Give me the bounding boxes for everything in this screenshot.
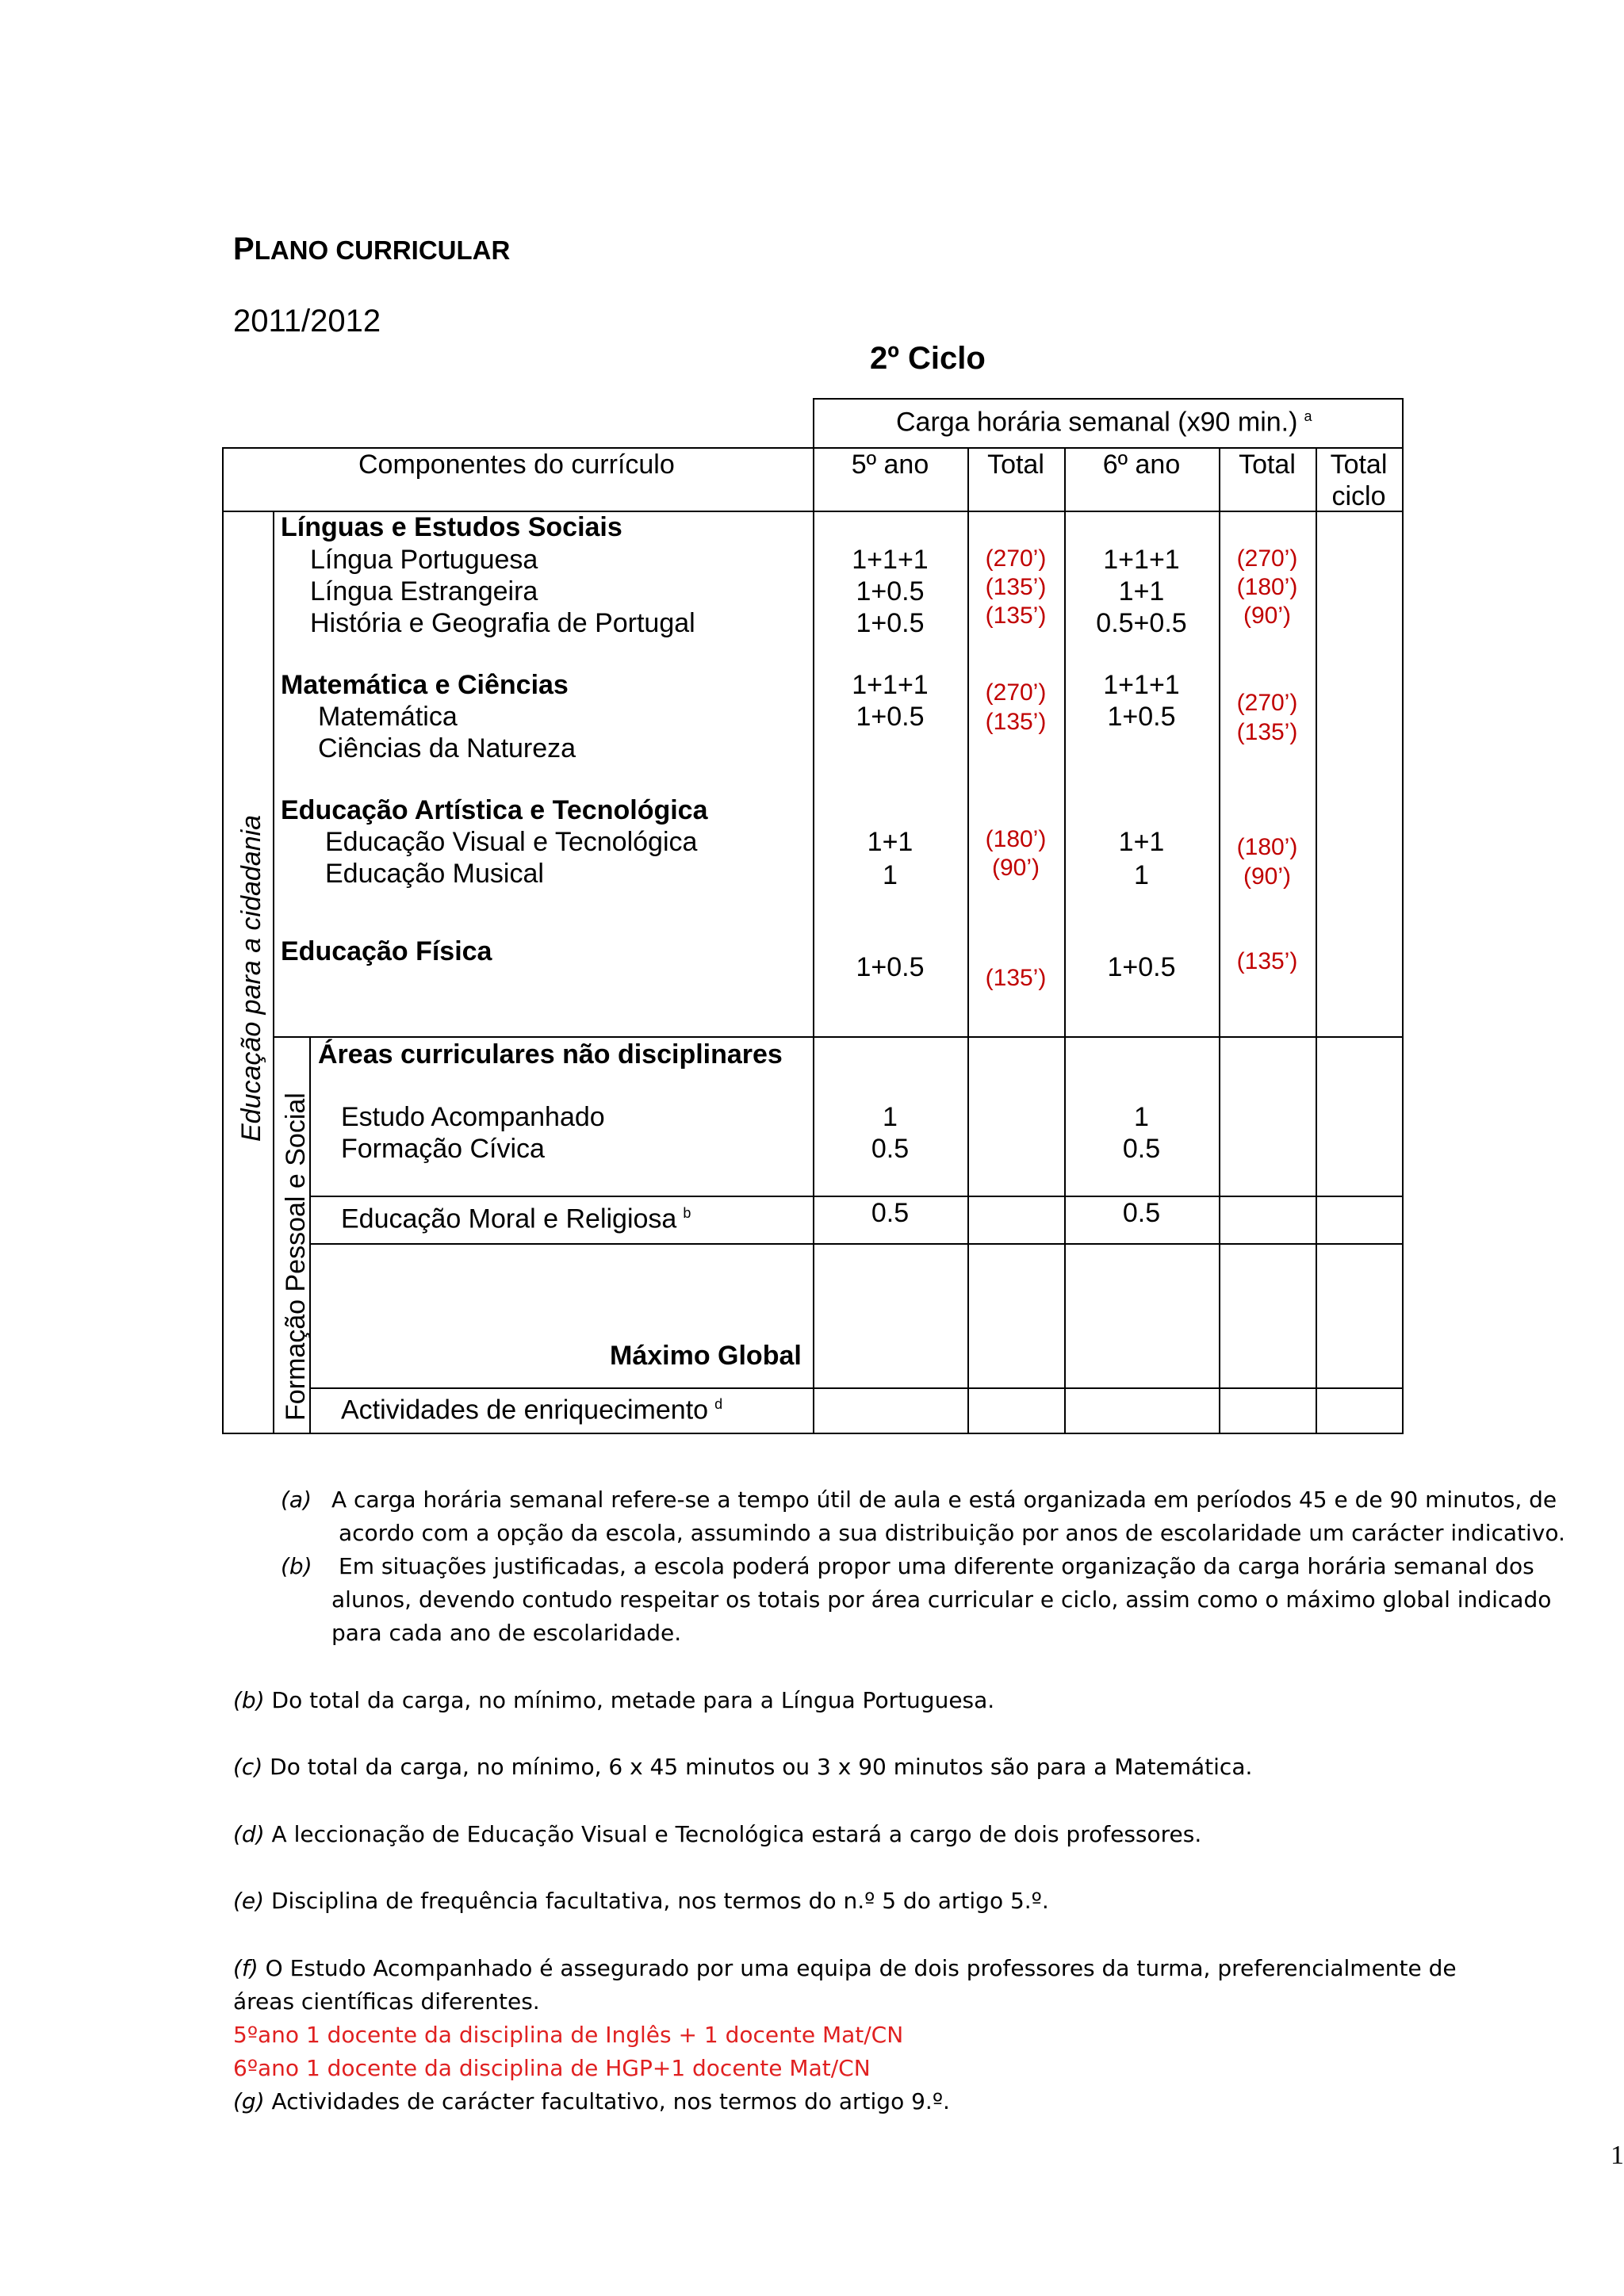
- total-5ano: (135’): [985, 709, 1047, 735]
- total-6ano: (270’): [1236, 690, 1298, 716]
- col-total-5: Total: [987, 450, 1044, 480]
- acnd-title: Áreas curriculares não disciplinares: [318, 1039, 783, 1070]
- table-line: [222, 1433, 1404, 1434]
- note-b2: (b) Do total da carga, no mínimo, metade para a Língua Portuguesa.: [233, 1687, 995, 1713]
- note-a-line: acordo com a opção da escola, assumindo a sua distribuição por anos de escolaridade um carácter indicativo.: [339, 1520, 1565, 1546]
- value-6ano: 1+1+1: [1103, 545, 1180, 575]
- subject-formacao-civica: Formação Cívica: [341, 1134, 545, 1164]
- value-6ano: 0.5+0.5: [1096, 608, 1187, 638]
- note-red-line: 5ºano 1 docente da disciplina de Inglês + 1 docente Mat/CN: [233, 2022, 904, 2048]
- note-red-line: 6ºano 1 docente da disciplina de HGP+1 docente Mat/CN: [233, 2055, 871, 2081]
- value-6ano: 1+0.5: [1107, 952, 1176, 982]
- subject-emr: Educação Moral e Religiosa $^b$: [341, 1203, 691, 1234]
- note-a-line: A carga horária semanal refere-se a tempo útil de aula e está organizada em períodos 45 e de 90 minutos, de: [331, 1487, 1557, 1513]
- value-5ano: 1+0.5: [856, 576, 925, 607]
- total-6ano: (180’): [1236, 574, 1298, 600]
- value-5ano: 1: [883, 1102, 898, 1132]
- value-6ano: 1+1: [1118, 576, 1165, 607]
- note-e: (e) Disciplina de frequência facultativa, nos termos do n.º 5 do artigo 5.º.: [233, 1888, 1049, 1914]
- value-5ano: 1+1+1: [852, 670, 929, 700]
- col-total-ciclo: Total ciclo: [1330, 450, 1388, 511]
- total-6ano: (270’): [1236, 545, 1298, 572]
- value-6ano: 0.5: [1122, 1198, 1161, 1228]
- subject-hgp: História e Geografia de Portugal: [310, 608, 695, 638]
- carga-header: Carga horária semanal (x90 min.) $^a$: [896, 407, 1312, 438]
- subject-estudo-acompanhado: Estudo Acompanhado: [341, 1102, 605, 1132]
- note-f: (f) O Estudo Acompanhado é assegurado por uma equipa de dois professores da turma, preferencialmente de: [233, 1955, 1457, 1981]
- group-title-matematica: Matemática e Ciências: [281, 670, 569, 700]
- subject-lingua-portuguesa: Língua Portuguesa: [310, 545, 538, 575]
- actividades-enriquecimento: Actividades de enriquecimento $^d$: [341, 1395, 723, 1425]
- ciclo-title: 2º Ciclo: [870, 341, 986, 376]
- total-5ano: (270’): [985, 545, 1047, 572]
- subject-musical: Educação Musical: [325, 859, 544, 889]
- value-6ano: 1+0.5: [1107, 702, 1176, 732]
- value-5ano: 1+0.5: [856, 952, 925, 982]
- value-6ano: 1: [1134, 860, 1149, 890]
- note-a-label: (a): [281, 1487, 312, 1513]
- note-g: (g) Actividades de carácter facultativo, nos termos do artigo 9.º.: [233, 2088, 950, 2114]
- table-line: [309, 1243, 1404, 1245]
- table-line: [273, 511, 274, 1433]
- group-title-artistica: Educação Artística e Tecnológica: [281, 795, 708, 825]
- col-total-6: Total: [1239, 450, 1296, 480]
- value-6ano: 0.5: [1122, 1134, 1161, 1164]
- group-title-linguas: Línguas e Estudos Sociais: [281, 512, 622, 542]
- value-5ano: 1+0.5: [856, 702, 925, 732]
- total-6ano: (90’): [1243, 863, 1291, 890]
- value-5ano: 1+0.5: [856, 608, 925, 638]
- table-line: [813, 398, 1404, 400]
- total-5ano: (270’): [985, 679, 1047, 706]
- note-b-line: para cada ano de escolaridade.: [331, 1620, 682, 1646]
- maximo-global: Máximo Global: [610, 1341, 802, 1371]
- value-6ano: 1: [1134, 1102, 1149, 1132]
- note-d: (d) A leccionação de Educação Visual e Tecnológica estará a cargo de dois professores.: [233, 1821, 1202, 1847]
- total-5ano: (90’): [991, 855, 1040, 881]
- value-5ano: 0.5: [871, 1198, 910, 1228]
- total-5ano: (135’): [985, 574, 1047, 600]
- table-line: [273, 1036, 1404, 1038]
- value-5ano: 1: [883, 860, 898, 890]
- total-6ano: (135’): [1236, 948, 1298, 974]
- doc-title: PLANO CURRICULAR: [233, 232, 511, 266]
- school-year: 2011/2012: [233, 304, 381, 339]
- total-5ano: (135’): [985, 965, 1047, 991]
- value-5ano: 0.5: [871, 1134, 910, 1164]
- table-line: [1316, 447, 1317, 1433]
- note-c: (c) Do total da carga, no mínimo, 6 x 45 minutos ou 3 x 90 minutos são para a Matemática.: [233, 1754, 1253, 1780]
- col-6ano: 6º ano: [1102, 450, 1181, 480]
- subject-ciencias: Ciências da Natureza: [318, 733, 576, 763]
- value-6ano: 1+1+1: [1103, 670, 1180, 700]
- note-b-label: (b): [281, 1553, 312, 1579]
- table-line: [222, 447, 224, 1434]
- total-5ano: (180’): [985, 826, 1047, 852]
- col-componentes: Componentes do currículo: [358, 450, 675, 480]
- total-5ano: (135’): [985, 603, 1047, 629]
- subject-matematica: Matemática: [318, 702, 458, 732]
- group-title-fisica: Educação Física: [281, 936, 492, 966]
- value-5ano: 1+1: [867, 827, 914, 857]
- total-6ano: (90’): [1243, 603, 1291, 629]
- note-b-line: Em situações justificadas, a escola poderá propor uma diferente organização da carga horária semanal dos: [339, 1553, 1534, 1579]
- total-6ano: (135’): [1236, 719, 1298, 745]
- subject-lingua-estrangeira: Língua Estrangeira: [310, 576, 538, 607]
- col-5ano: 5º ano: [851, 450, 929, 480]
- note-b-line: alunos, devendo contudo respeitar os totais por área curricular e ciclo, assim como o máximo global indicado: [331, 1586, 1552, 1613]
- subject-evt: Educação Visual e Tecnológica: [325, 827, 698, 857]
- note-f-line: áreas científicas diferentes.: [233, 1988, 540, 2015]
- total-6ano: (180’): [1236, 834, 1298, 860]
- value-5ano: 1+1+1: [852, 545, 929, 575]
- table-line: [1402, 398, 1404, 1434]
- page-number: 1: [1611, 2141, 1624, 2170]
- value-6ano: 1+1: [1118, 827, 1165, 857]
- side-label-formacao: Formação Pessoal e Social: [281, 1093, 311, 1421]
- side-label-cidadania: Educação para a cidadania: [236, 814, 266, 1142]
